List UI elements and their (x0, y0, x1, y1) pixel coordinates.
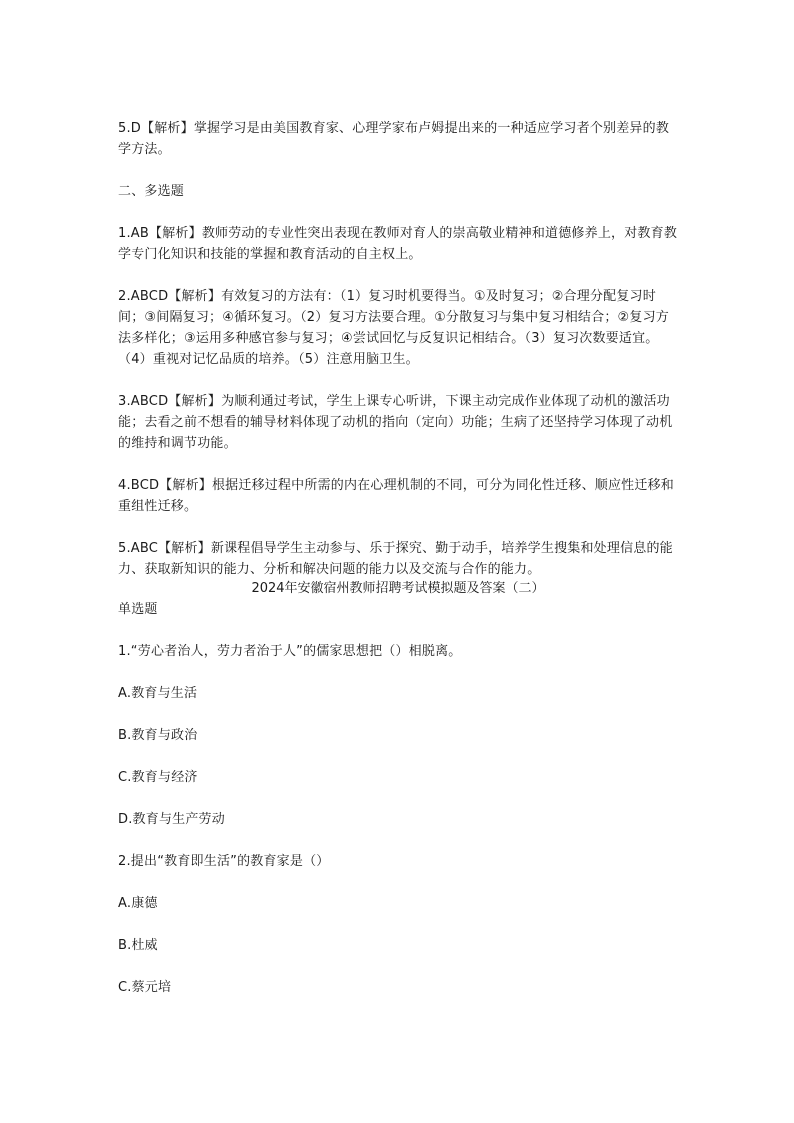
section-heading-multiple-choice: 二、多选题 (118, 184, 185, 199)
section-heading-single-choice: 单选题 (118, 602, 158, 617)
question-2-option-a: A.康德 (118, 896, 158, 911)
question-1-option-a: A.教育与生活 (118, 686, 198, 701)
answer-single-5: 5.D【解析】掌握学习是由美国教育家、心理学家布卢姆提出来的一种适应学习者个别差异的教学方法。 (118, 121, 670, 157)
answer-multiple-1: 1.AB【解析】教师劳动的专业性突出表现在教师对育人的崇高敬业精神和道德修养上，对教育教学专门化知识和技能的掌握和教育活动的自主权上。 (118, 226, 678, 262)
exam-title: 2024年安徽宿州教师招聘考试模拟题及答案（二） (251, 581, 545, 596)
question-1-option-b: B.教育与政治 (118, 728, 198, 743)
question-2-option-b: B.杜威 (118, 938, 158, 953)
question-1-option-c: C.教育与经济 (118, 770, 198, 785)
answer-multiple-5: 5.ABC【解析】新课程倡导学生主动参与、乐于探究、勤于动手，培养学生搜集和处理信息的能力、获取新知识的能力、分析和解决问题的能力以及交流与合作的能力。 (118, 541, 673, 577)
answer-multiple-2: 2.ABCD【解析】有效复习的方法有：（1）复习时机要得当。①及时复习；②合理分配复习时间；③间隔复习；④循环复习。（2）复习方法要合理。①分散复习与集中复习相结合；②复习方法多样化；③运用多种感官参与复习；④尝试回忆与反复识记相结合。（3）复习次数要适宜。（4）重视对记忆品质的培养。（5）注意用脑卫生。 (118, 289, 669, 367)
document-page (118, 118, 678, 998)
answer-multiple-3: 3.ABCD【解析】为顺利通过考试，学生上课专心听讲，下课主动完成作业体现了动机的激活功能；去看之前不想看的辅导材料体现了动机的指向（定向）功能；生病了还坚持学习体现了动机的维持和调节功能。 (118, 394, 673, 451)
question-1-option-d: D.教育与生产劳动 (118, 812, 225, 827)
answer-multiple-4: 4.BCD【解析】根据迁移过程中所需的内在心理机制的不同，可分为同化性迁移、顺应性迁移和重组性迁移。 (118, 478, 674, 514)
question-2-stem: 2.提出“教育即生活”的教育家是（） (118, 854, 330, 869)
question-1-stem: 1.“劳心者治人，劳力者治于人”的儒家思想把（）相脱离。 (118, 644, 462, 659)
question-2-option-c: C.蔡元培 (118, 980, 172, 995)
